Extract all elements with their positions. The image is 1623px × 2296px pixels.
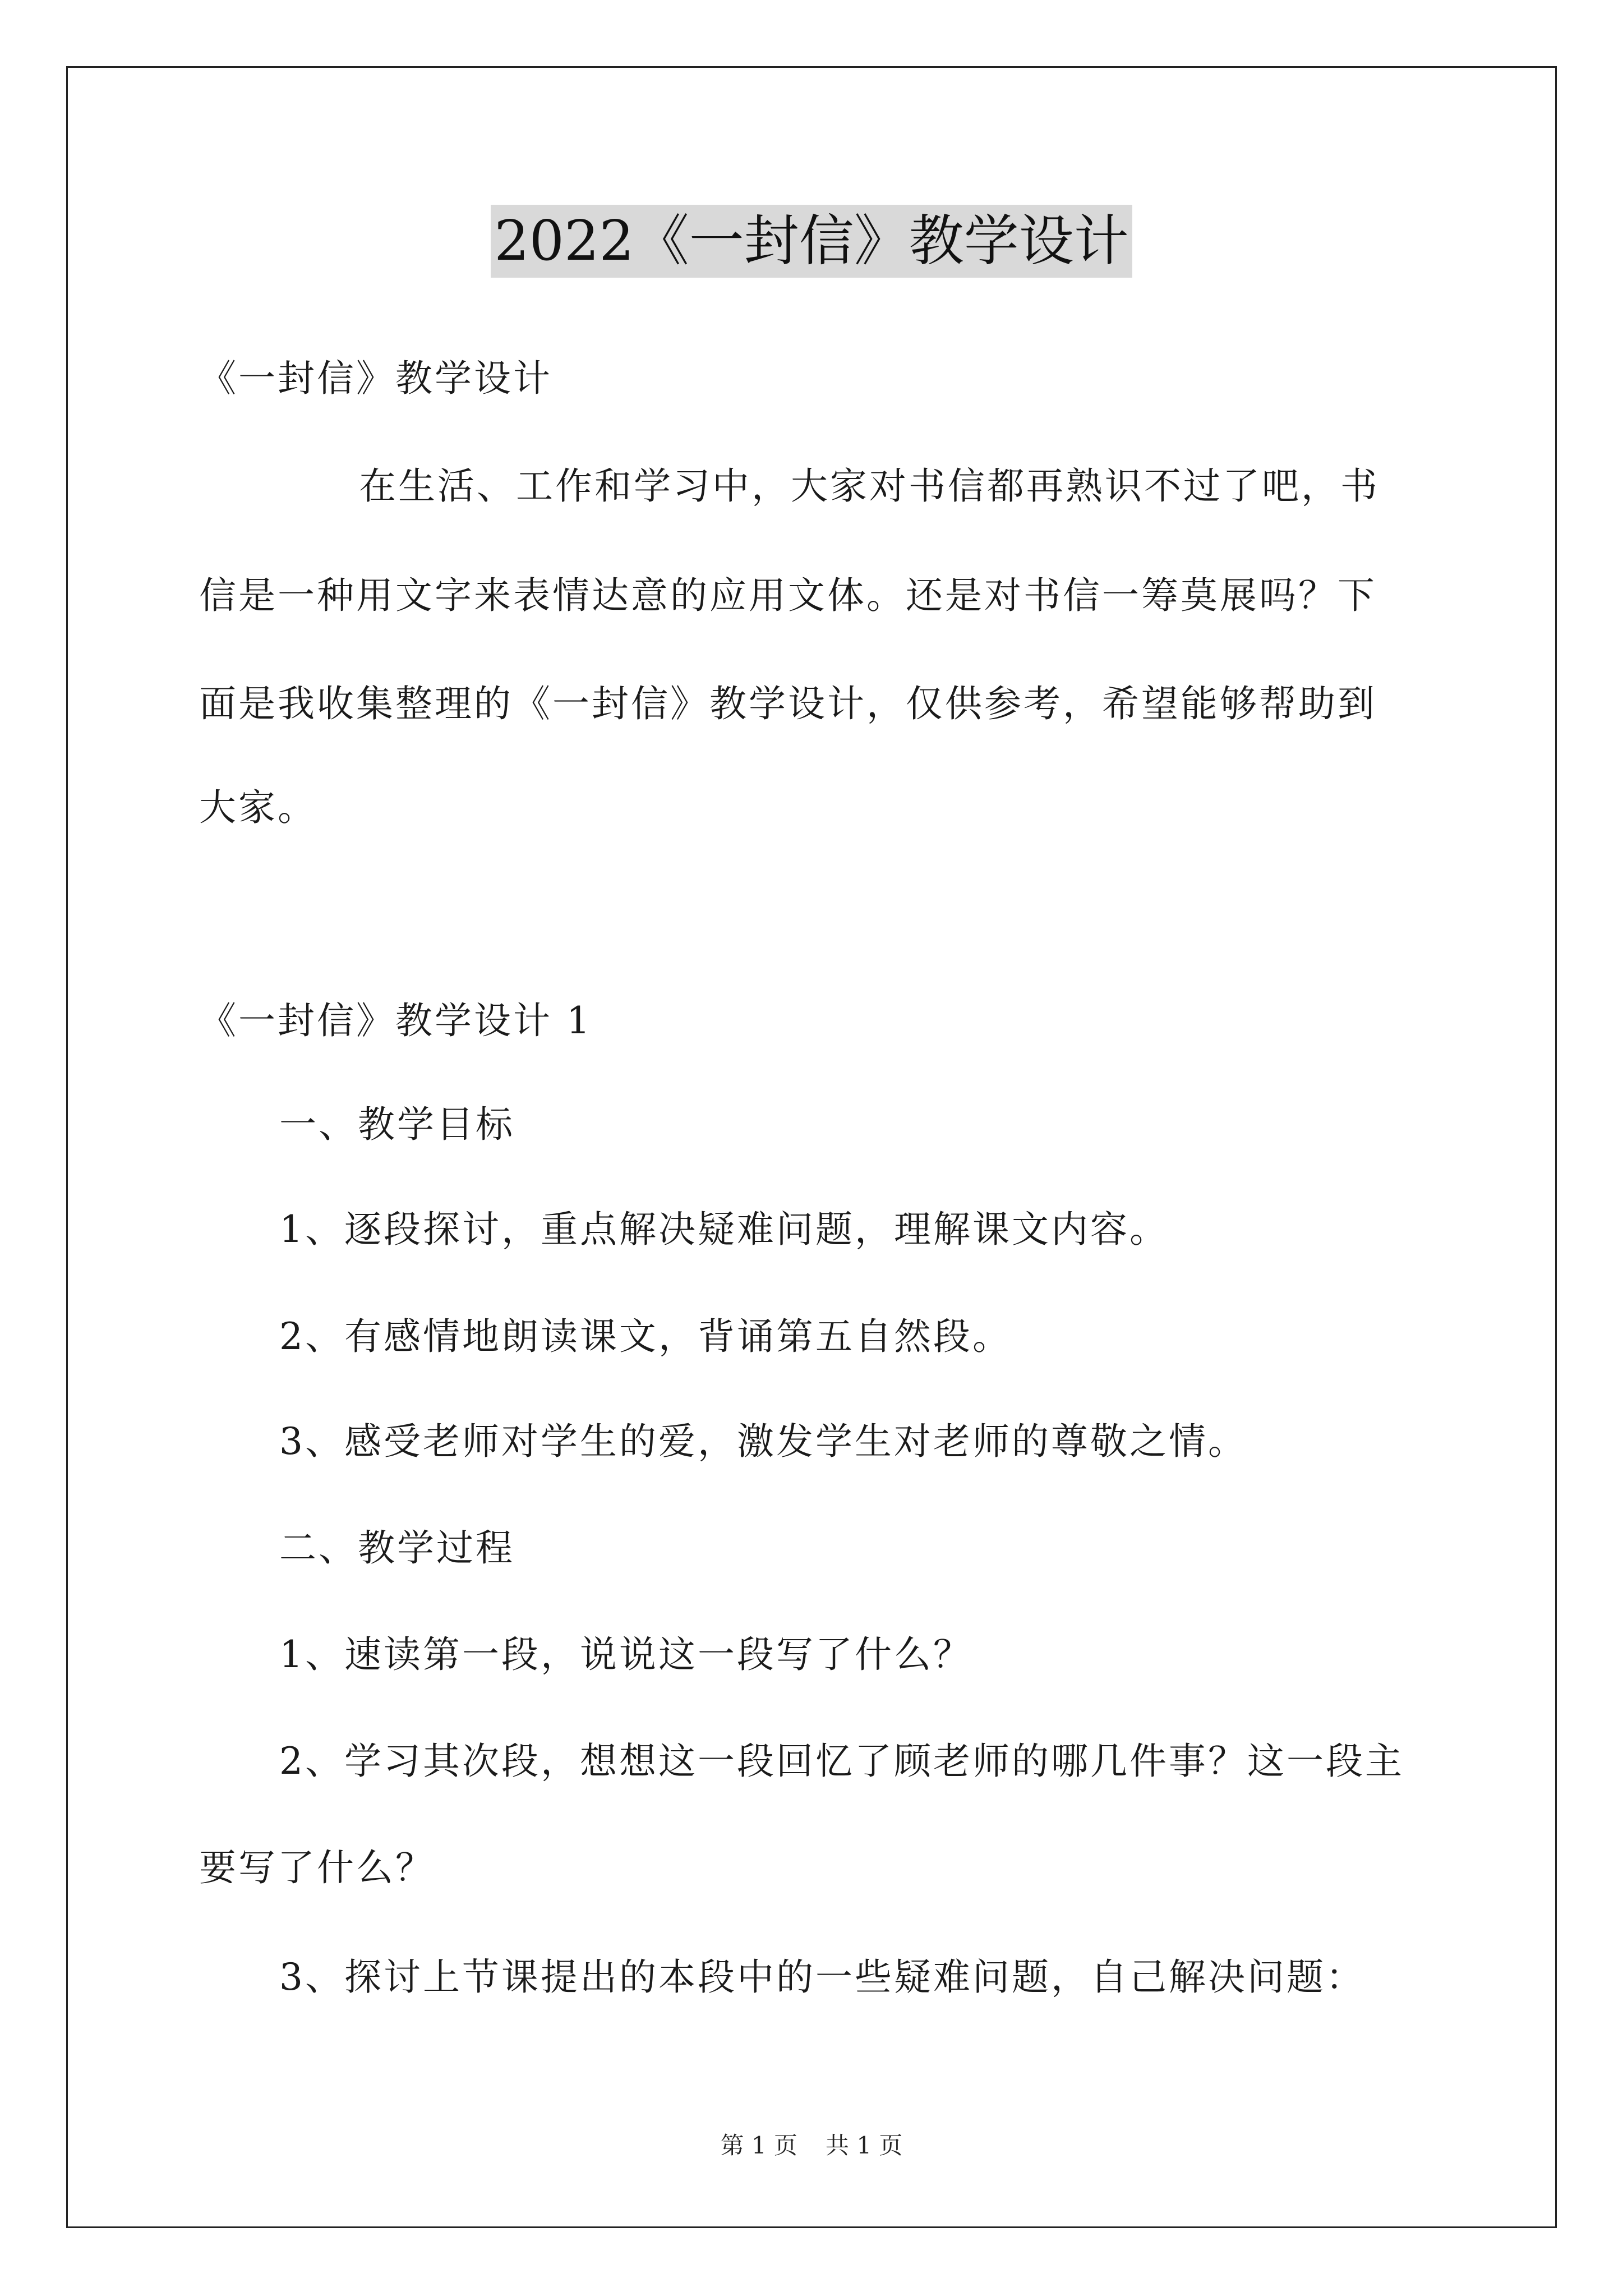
body-line-8: 要写了什么？ [199,1846,435,1889]
subtitle: 《一封信》教学设计 [199,357,552,400]
body-line-7: 2、学习其次段，想想这一段回忆了顾老师的哪几件事？这一段主 [279,1740,1404,1783]
title-container [0,205,1623,278]
page-number: 第 1 页 [720,2132,797,2159]
intro-line-4: 大家。 [199,786,317,829]
document-title: 2022《一封信》教学设计 [491,205,1132,278]
body-line-2: 1、逐段探讨，重点解决疑难问题，理解课文内容。 [279,1208,1169,1251]
body-line-6: 1、速读第一段，说说这一段写了什么？ [279,1633,972,1676]
body-line-5: 二、教学过程 [279,1526,515,1570]
body-line-3: 2、有感情地朗读课文，背诵第五自然段。 [279,1315,1012,1358]
intro-line-2: 信是一种用文字来表情达意的应用文体。还是对书信一筹莫展吗？下 [199,574,1377,617]
page-total: 共 1 页 [826,2132,903,2159]
body-line-1: 一、教学目标 [279,1103,515,1146]
body-line-9: 3、探讨上节课提出的本段中的一些疑难问题，自己解决问题： [279,1955,1365,1999]
section-heading: 《一封信》教学设计 1 [199,999,592,1042]
intro-line-1: 在生活、工作和学习中，大家对书信都再熟识不过了吧，书 [359,464,1380,508]
page-footer [0,2129,1623,2162]
body-line-4: 3、感受老师对学生的爱，激发学生对老师的尊敬之情。 [279,1420,1247,1463]
intro-line-3: 面是我收集整理的《一封信》教学设计，仅供参考，希望能够帮助到 [199,682,1377,725]
